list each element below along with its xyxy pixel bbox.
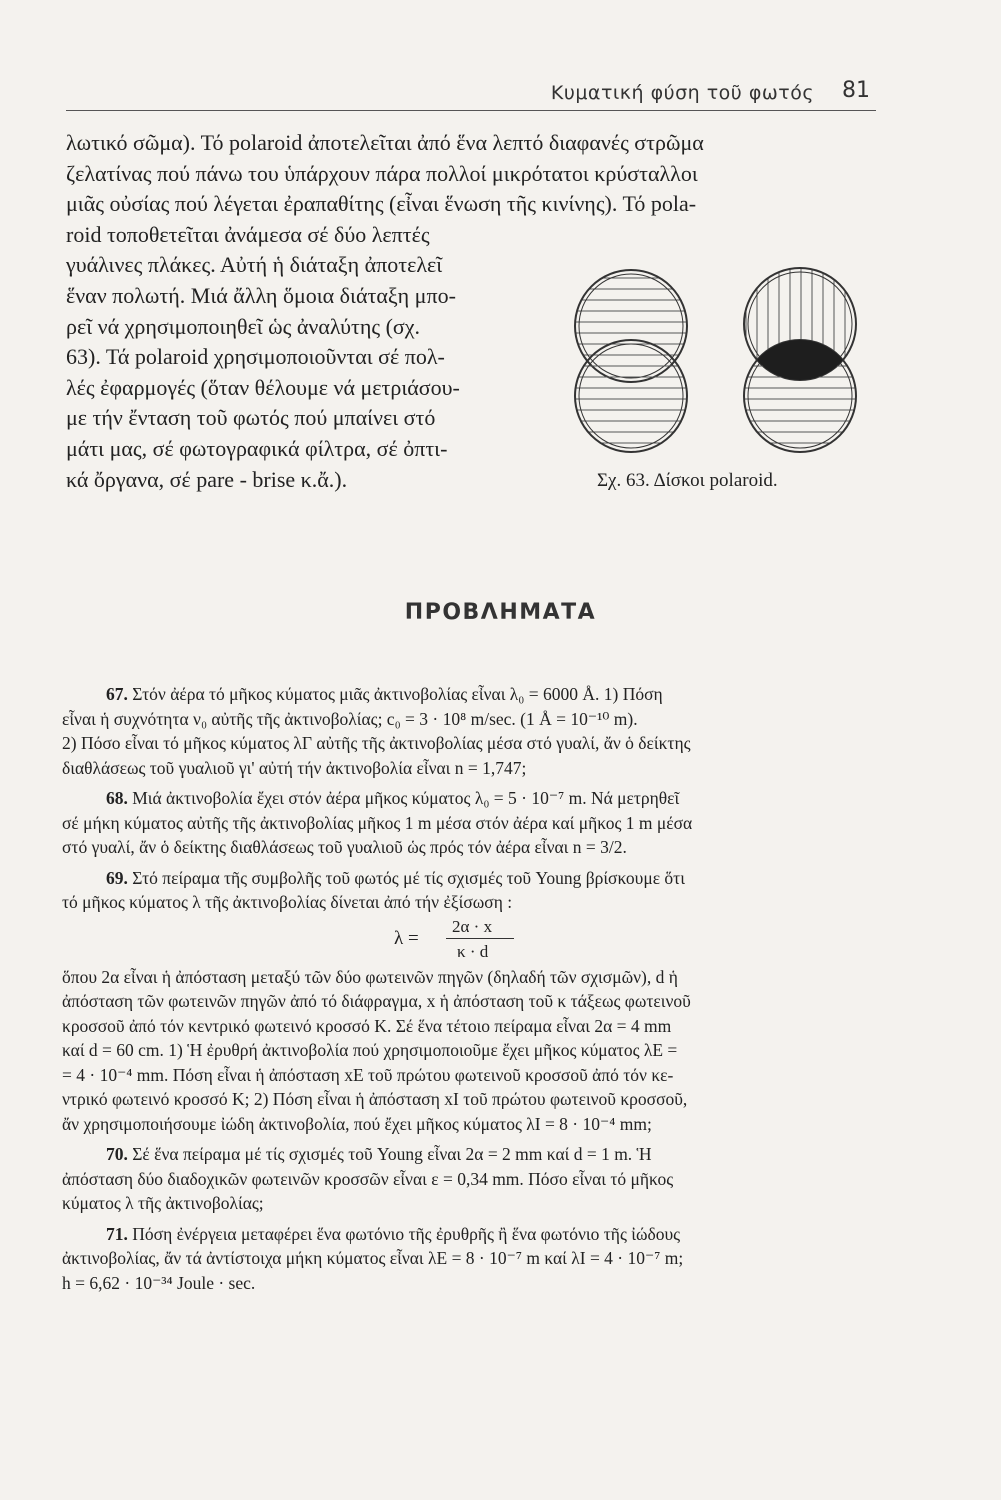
problem-line: 70. Σέ ἕνα πείραμα μέ τίς σχισμές τοῦ Young εἶναι 2α = 2 mm καί d = 1 m. Ἡ xyxy=(106,1144,652,1164)
intro-line: ζελατίνας πού πάνω του ὑπάρχουν πάρα πολλοί μικρότατοι κρύσταλλοι xyxy=(66,160,698,186)
polaroid-disks-drawing xyxy=(565,262,870,467)
left-disk-pair xyxy=(575,270,687,452)
problem-line: εἶναι ἡ συχνότητα ν₀ αὐτῆς τῆς ἀκτινοβολίας; c₀ = 3 · 10⁸ m/sec. (1 Å = 10⁻¹⁰ m). xyxy=(62,708,638,729)
running-title: Κυματική φύση τοῦ φωτός xyxy=(550,82,814,104)
problem-68 xyxy=(62,786,872,860)
problem-number: 69. xyxy=(106,867,128,888)
problem-70 xyxy=(62,1142,872,1216)
problem-number: 67. xyxy=(106,684,128,704)
problem-line: h = 6,62 · 10⁻³⁴ Joule · sec. xyxy=(62,1272,256,1293)
intro-line: 63). Τά polaroid χρησιμοποιοῦνται σέ πολ- xyxy=(66,344,445,370)
formula-numerator: 2α · x xyxy=(452,916,493,936)
right-disk-pair xyxy=(744,268,856,452)
intro-line: με τήν ἔνταση τοῦ φωτός πού μπαίνει στό xyxy=(66,405,436,431)
intro-line: roid τοποθετεῖται ἀνάμεσα σέ δύο λεπτές xyxy=(66,221,430,247)
problem-number: 70. xyxy=(106,1144,128,1164)
problem-line: ντρικό φωτεινό κροσσό Κ; 2) Πόση εἶναι ἡ ἀπόσταση xI τοῦ πρώτου φωτεινοῦ κροσσοῦ, xyxy=(62,1089,688,1109)
page-number: 81 xyxy=(842,78,870,103)
intro-line: λές ἐφαρμογές (ὅταν θέλουμε νά μετριάσου- xyxy=(66,374,460,400)
intro-line: ρεῖ νά χρησιμοποιηθεῖ ὡς ἀναλύτης (σχ. xyxy=(66,313,421,339)
problem-line: σέ μήκη κύματος αὐτῆς τῆς ἀκτινοβολίας μῆκος 1 m μέσα στόν ἀέρα καί μῆκος 1 m μέσα xyxy=(62,812,693,833)
intro-line: ἕναν πολωτή. Μιά ἄλλη ὅμοια διάταξη μπο- xyxy=(66,282,456,308)
problem-line: 69. Στό πείραμα τῆς συμβολῆς τοῦ φωτός μέ τίς σχισμές τοῦ Young βρίσκουμε ὅτι xyxy=(106,867,685,888)
problem-line: ἄν χρησιμοποιήσουμε ἰώδη ἀκτινοβολία, πού ἔχει μῆκος κύματος λI = 8 · 10⁻⁴ mm; xyxy=(62,1113,652,1134)
problem-line: 67. Στόν ἀέρα τό μῆκος κύματος μιᾶς ἀκτινοβολίας εἶναι λ₀ = 6000 Å. 1) Πόση xyxy=(106,684,663,704)
problem-71 xyxy=(62,1222,872,1296)
problem-line: ἀπόσταση τῶν φωτεινῶν πηγῶν ἀπό τό διάφραγμα, x ἡ ἀπόσταση τοῦ κ τάξεως φωτεινοῦ xyxy=(62,991,691,1011)
problems-list xyxy=(62,682,872,1301)
problem-line: 2) Πόσο εἶναι τό μῆκος κύματος λΓ αὐτῆς τῆς ἀκτινοβολίας μέσα στό γυαλί, ἄν ὁ δείκτης xyxy=(62,733,691,753)
problem-67 xyxy=(62,682,872,780)
problem-line: ἀπόσταση δύο διαδοχικῶν φωτεινῶν κροσσῶν εἶναι ε = 0,34 mm. Πόσο εἶναι τό μῆκος xyxy=(62,1168,674,1189)
problem-line: κύματος λ τῆς ἀκτινοβολίας; xyxy=(62,1193,264,1213)
intro-line: μιᾶς οὐσίας πού λέγεται ἐραπαθίτης (εἶναι ἕνωση τῆς κινίνης). Τό pola- xyxy=(66,191,697,217)
problem-69 xyxy=(62,866,872,1137)
formula-lhs: λ = xyxy=(394,927,419,949)
page-header xyxy=(66,74,876,111)
problem-line: καί d = 60 cm. 1) Ἡ ἐρυθρή ἀκτινοβολία πού χρησιμοποιοῦμε ἔχει μῆκος κύματος λE = xyxy=(62,1040,678,1060)
problem-number: 68. xyxy=(106,788,128,808)
problem-number: 71. xyxy=(106,1223,128,1244)
intro-line: μάτι μας, σέ φωτογραφικά φίλτρα, σέ ὀπτι- xyxy=(66,435,448,461)
intro-line: κά ὄργανα, σέ pare - brise κ.ἄ.). xyxy=(66,466,348,492)
problem-line: διαθλάσεως τοῦ γυαλιοῦ γι' αὐτή τήν ἀκτινοβολία εἶναι n = 1,747; xyxy=(62,757,527,778)
problem-line: στό γυαλί, ἄν ὁ δείκτης διαθλάσεως τοῦ γυαλιοῦ ὡς πρός τόν ἀέρα εἶναι n = 3/2. xyxy=(62,837,627,857)
figure-caption: Σχ. 63. Δίσκοι polaroid. xyxy=(597,470,778,491)
polaroid-disks-figure xyxy=(565,262,870,467)
problem-line: 68. Μιά ἀκτινοβολία ἔχει στόν ἀέρα μῆκος κύματος λ₀ = 5 · 10⁻⁷ m. Νά μετρηθεῖ xyxy=(106,788,680,808)
problem-line: ἀκτινοβολίας, ἄν τά ἀντίστοιχα μήκη κύματος εἶναι λE = 8 · 10⁻⁷ m καί λI = 4 · 10⁻⁷ m; xyxy=(62,1248,684,1268)
problem-line: 71. Πόση ἐνέργεια μεταφέρει ἕνα φωτόνιο τῆς ἐρυθρῆς ἢ ἕνα φωτόνιο τῆς ἰώδους xyxy=(106,1223,681,1244)
fraction-bar xyxy=(446,938,514,939)
problem-line: ὅπου 2α εἶναι ἡ ἀπόσταση μεταξύ τῶν δύο φωτεινῶν πηγῶν (δηλαδή τῶν σχισμῶν), d ἡ xyxy=(62,966,678,987)
problem-line: = 4 · 10⁻⁴ mm. Πόση εἶναι ἡ ἀπόσταση xE τοῦ πρώτου φωτεινοῦ κροσσοῦ ἀπό τόν κε- xyxy=(62,1064,674,1085)
intro-line: λωτικό σῶμα). Τό polaroid ἀποτελεῖται ἀπό ἕνα λεπτό διαφανές στρῶμα xyxy=(66,130,704,155)
formula-denominator: κ · d xyxy=(457,941,489,961)
intro-line: γυάλινες πλάκες. Αὐτή ἡ διάταξη ἀποτελεῖ xyxy=(66,252,443,278)
problem-line: τό μῆκος κύματος λ τῆς ἀκτινοβολίας δίνεται ἀπό τήν ἐξίσωση : xyxy=(62,892,513,912)
wavelength-formula xyxy=(62,915,872,965)
problem-line: κροσσοῦ ἀπό τόν κεντρικό φωτεινό κροσσό Κ. Σέ ἕνα τέτοιο πείραμα εἶναι 2α = 4 mm xyxy=(62,1015,672,1036)
section-heading: ΠΡΟΒΛΗΜΑΤΑ xyxy=(404,600,597,625)
